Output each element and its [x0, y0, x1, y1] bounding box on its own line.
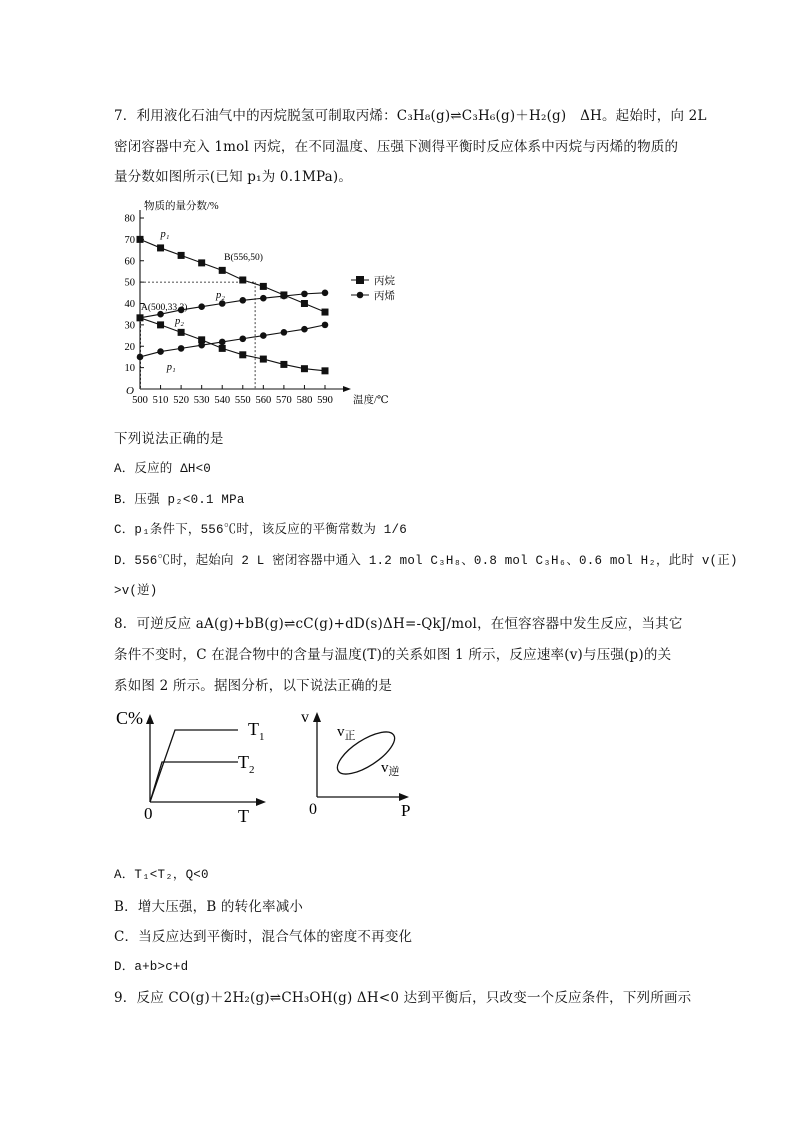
series-0-point: [219, 267, 226, 274]
q7-option-a: A．反应的 ΔH<0: [114, 462, 212, 476]
series-2-point: [239, 351, 246, 358]
q8-option-b: B．增大压强，B 的转化率减小: [114, 899, 304, 915]
series-0-line: [140, 239, 325, 312]
fig1-xlabel: T: [238, 806, 249, 824]
q7-option-b: B．压强 p₂<0.1 MPa: [114, 493, 245, 507]
fig2-origin: 0: [309, 801, 317, 818]
series-2-point: [280, 361, 287, 368]
series-3-point: [137, 354, 144, 361]
series-3-point: [281, 329, 288, 336]
fig1-t2-label: $T_2$: [238, 752, 255, 776]
x-tick-label: 500: [132, 395, 148, 406]
y-tick-label: 30: [124, 320, 135, 332]
q8-line3: 系如图 2 所示。据图分析，以下说法正确的是: [114, 678, 393, 694]
y-tick-label: 20: [124, 341, 135, 353]
annotation-a: A(500,33.3): [141, 302, 188, 313]
series-3-point: [239, 335, 246, 342]
x-axis-label: 温度/℃: [353, 395, 389, 406]
fig1-curve-t2: [150, 762, 238, 802]
series-1-point: [301, 291, 308, 298]
x-tick-label: 520: [173, 395, 189, 406]
fig2-y-arrow: [313, 712, 321, 722]
x-tick-label: 590: [317, 395, 333, 406]
series-3-point: [178, 345, 185, 352]
q7-line2: 密闭容器中充入 1mol 丙烷，在不同温度、压强下测得平衡时反应体系中丙烷与丙烯的物质的: [114, 139, 679, 155]
pressure-label: p₁: [160, 229, 170, 241]
series-0-point: [260, 283, 267, 290]
x-tick-label: 530: [193, 395, 210, 406]
series-1-point: [219, 300, 226, 307]
q7-line1: 7．利用液化石油气中的丙烷脱氢可制取丙烯：C₃H₈(g)⇌C₃H₆(g)＋H₂(g) ΔH。起始时，向 2L: [114, 108, 707, 124]
pressure-label: p₂: [216, 290, 225, 302]
series-1-point: [198, 303, 205, 310]
q8-figure1: [110, 702, 280, 824]
x-tick-label: 570: [276, 395, 292, 406]
q7-line3: 量分数如图所示(已知 p₁为 0.1MPa)。: [114, 169, 353, 185]
series-3-point: [219, 339, 226, 346]
fig1-ylabel: C%: [116, 708, 143, 728]
fig2-xlabel: P: [401, 801, 411, 820]
legend-label-2: 丙烯: [374, 291, 395, 302]
series-3-point: [301, 326, 308, 333]
series-1-point: [239, 297, 246, 304]
q7-option-d-line1: D．556℃时，起始向 2 L 密闭容器中通入 1.2 mol C₃H₈、0.8 mol C₃H₆、0.6 mol H₂，此时 v(正): [114, 554, 738, 568]
series-3-point: [157, 348, 164, 355]
q8-option-d: D．a+b>c+d: [114, 960, 189, 974]
series-1-point: [281, 293, 288, 300]
y-tick-label: 60: [124, 256, 135, 268]
series-3-point: [260, 332, 267, 339]
annotation-b: B(556,50): [224, 253, 263, 264]
x-tick-label: 580: [296, 395, 313, 406]
x-axis-arrow: [343, 386, 351, 392]
q9-line1: 9．反应 CO(g)＋2H₂(g)⇌CH₃OH(g) ΔH<0 达到平衡后，只改变一个反应条件，下列所画示: [114, 990, 692, 1006]
series-1-point: [322, 290, 329, 297]
fig1-y-arrow: [146, 714, 154, 724]
series-2-point: [301, 365, 308, 372]
fig2-vr-label: $v_逆$: [381, 760, 400, 778]
y-tick-label: 40: [124, 299, 135, 310]
fig1-curve-t1: [150, 730, 238, 802]
fig1-t1-label: $T_1$: [248, 719, 265, 743]
origin-label: O: [126, 385, 134, 397]
legend-label-1: 丙烷: [374, 276, 395, 287]
series-0-point: [178, 252, 185, 259]
fig1-origin: 0: [144, 804, 153, 823]
q8-line2: 条件不变时，C 在混合物中的含量与温度(T)的关系如图 1 所示，反应速率(v)与压强(p)的关: [114, 647, 672, 663]
series-3-point: [322, 322, 329, 329]
series-2-point: [137, 314, 144, 321]
q7-chart: [110, 196, 410, 414]
q7-option-c: C．p₁条件下，556℃时，该反应的平衡常数为 1/6: [114, 523, 407, 537]
fig2-ylabel: v: [301, 709, 309, 726]
fig1-x-arrow: [256, 798, 266, 806]
series-0-point: [198, 259, 205, 266]
series-2-point: [178, 329, 185, 336]
fig2-vf-label: $v_正$: [337, 724, 356, 742]
x-tick-label: 560: [255, 395, 272, 406]
series-0-point: [137, 236, 144, 243]
series-0-point: [239, 276, 246, 283]
series-3-point: [198, 342, 205, 349]
x-tick-label: 550: [234, 395, 251, 406]
q8-figure2: [295, 702, 430, 824]
y-tick-label: 10: [124, 363, 135, 375]
q8-option-a: A．T₁<T₂，Q<0: [114, 868, 209, 882]
x-tick-label: 510: [152, 395, 169, 406]
series-2-point: [322, 367, 329, 374]
pressure-label: p₂: [174, 315, 184, 327]
series-1-point: [260, 295, 267, 302]
fig2-x-arrow: [399, 793, 409, 801]
pressure-label: p₁: [166, 361, 176, 373]
q7-prompt: 下列说法正确的是: [114, 431, 224, 447]
series-2-point: [260, 356, 267, 363]
y-axis-label: 物质的量分数/%: [144, 201, 219, 212]
series-2-point: [219, 345, 226, 352]
series-0-point: [301, 300, 308, 307]
q8-option-c: C．当反应达到平衡时，混合气体的密度不再变化: [114, 929, 413, 945]
series-2-point: [157, 321, 164, 328]
x-tick-label: 540: [214, 395, 231, 406]
q8-line1: 8．可逆反应 aA(g)+bB(g)⇌cC(g)+dD(s)ΔH=-QkJ/mol，在恒容容器中发生反应，当其它: [114, 616, 683, 632]
y-tick-label: 70: [124, 234, 135, 246]
q7-option-d-line2: >v(逆): [114, 584, 158, 598]
series-0-point: [322, 309, 329, 316]
y-tick-label: 80: [124, 213, 135, 225]
series-0-point: [157, 244, 164, 251]
y-tick-label: 50: [124, 277, 135, 289]
